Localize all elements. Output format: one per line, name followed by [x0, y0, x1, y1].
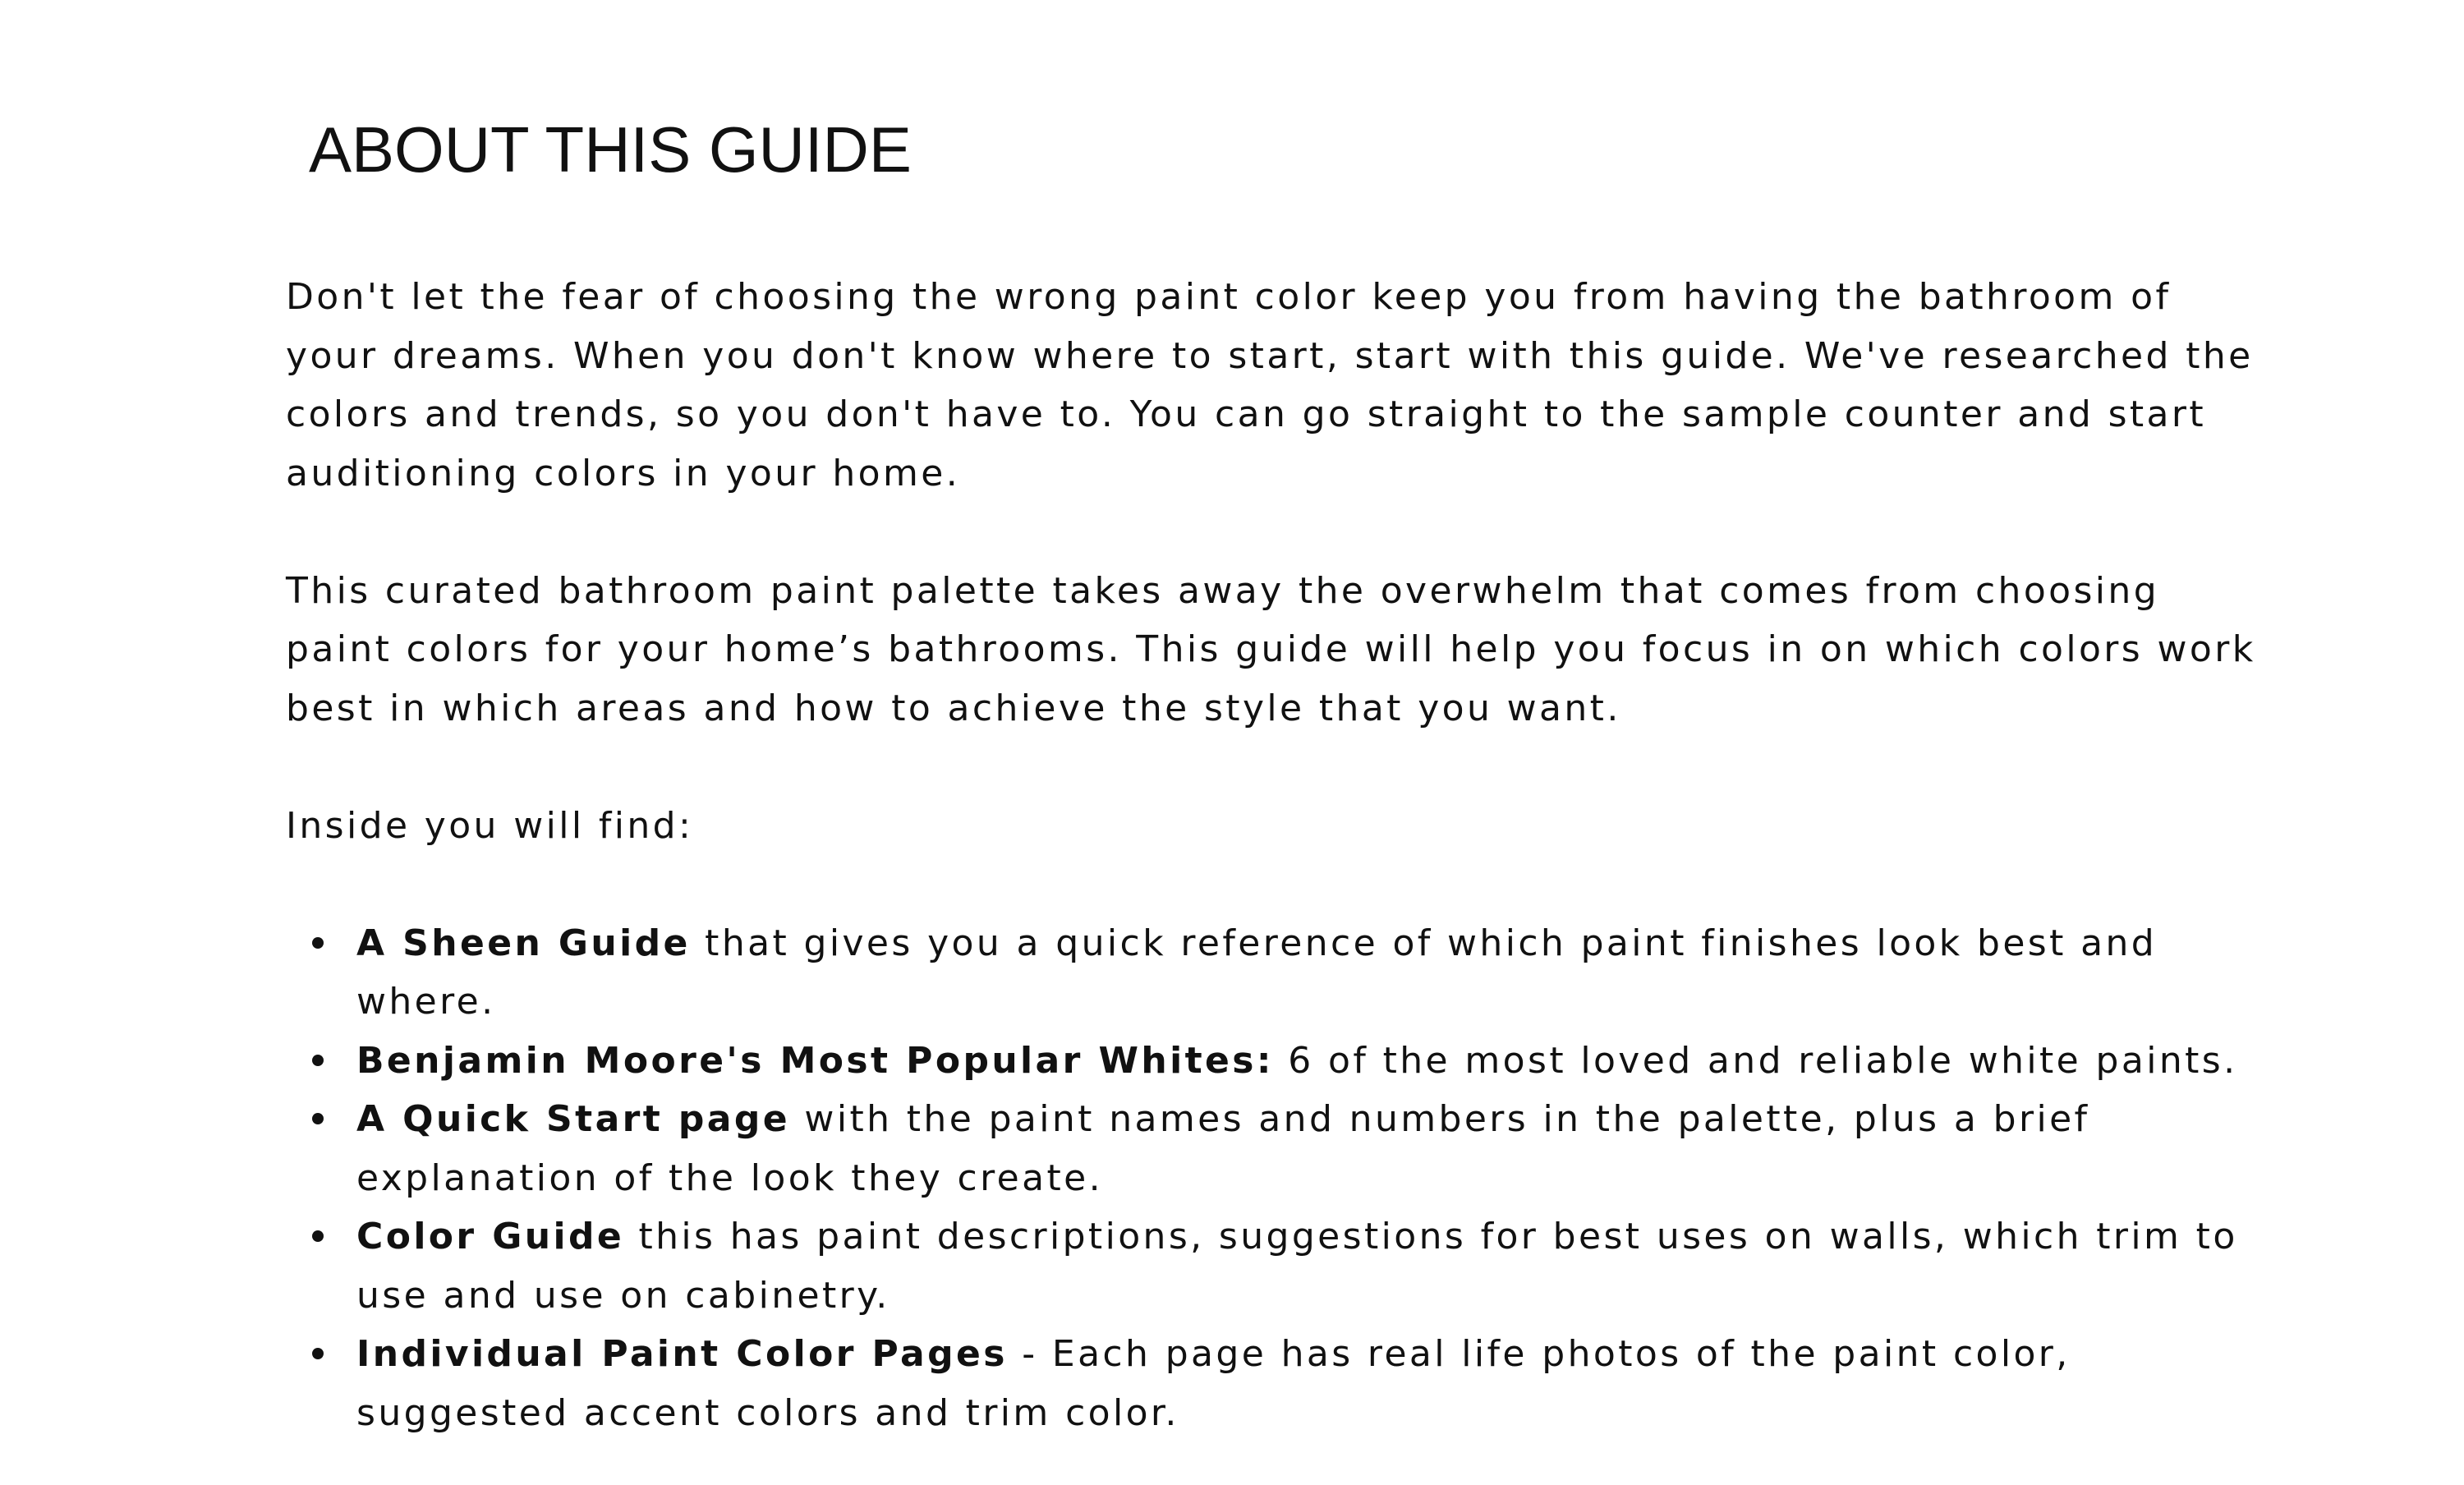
bullet-icon: [312, 1348, 324, 1359]
intro-paragraph: Don't let the fear of choosing the wrong paint color keep you from having the bathroom of your dreams. When you don't know where to start, start with this guide. We've researched the colors and trends, so you don't have to. You can go straight to the sample counter and start auditioning colors in your home.: [286, 276, 2254, 494]
page-title: ABOUT THIS GUIDE: [309, 113, 912, 186]
list-intro: Inside you will find:: [286, 804, 694, 847]
list-item: [286, 914, 2273, 1032]
feature-title: A Quick Start page: [356, 1098, 791, 1140]
bullet-icon: [312, 1055, 324, 1066]
list-item: [286, 1032, 2273, 1091]
list-item: [286, 1325, 2273, 1442]
list-item: [286, 1207, 2273, 1325]
feature-list: [286, 914, 2273, 1443]
bullet-icon: [312, 937, 324, 949]
feature-description: with the paint names and numbers in the palette, plus a brief explanation of the look they create.: [356, 1098, 2090, 1199]
feature-title: Benjamin Moore's Most Popular Whites:: [356, 1039, 1274, 1082]
guide-body: [286, 268, 2273, 1442]
feature-description: this has paint descriptions, suggestions for best uses on walls, which trim to use and use on cabinetry.: [356, 1216, 2238, 1317]
feature-title: Color Guide: [356, 1216, 625, 1257]
feature-title: Individual Paint Color Pages: [356, 1333, 1008, 1375]
bullet-icon: [312, 1230, 324, 1242]
feature-description: that gives you a quick reference of which paint finishes look best and where.: [356, 922, 2158, 1023]
feature-description: 6 of the most loved and reliable white paints.: [1273, 1039, 2238, 1082]
feature-title: A Sheen Guide: [356, 922, 691, 964]
bullet-icon: [312, 1113, 324, 1124]
feature-description: - Each page has real life photos of the paint color, suggested accent colors and trim color.: [356, 1333, 2071, 1434]
palette-paragraph: This curated bathroom paint palette takes away the overwhelm that comes from choosing paint colors for your home’s bathrooms. This guide will help you focus in on which colors work best in which areas and how to achieve the style that you want.: [286, 569, 2256, 729]
list-item: [286, 1090, 2273, 1207]
